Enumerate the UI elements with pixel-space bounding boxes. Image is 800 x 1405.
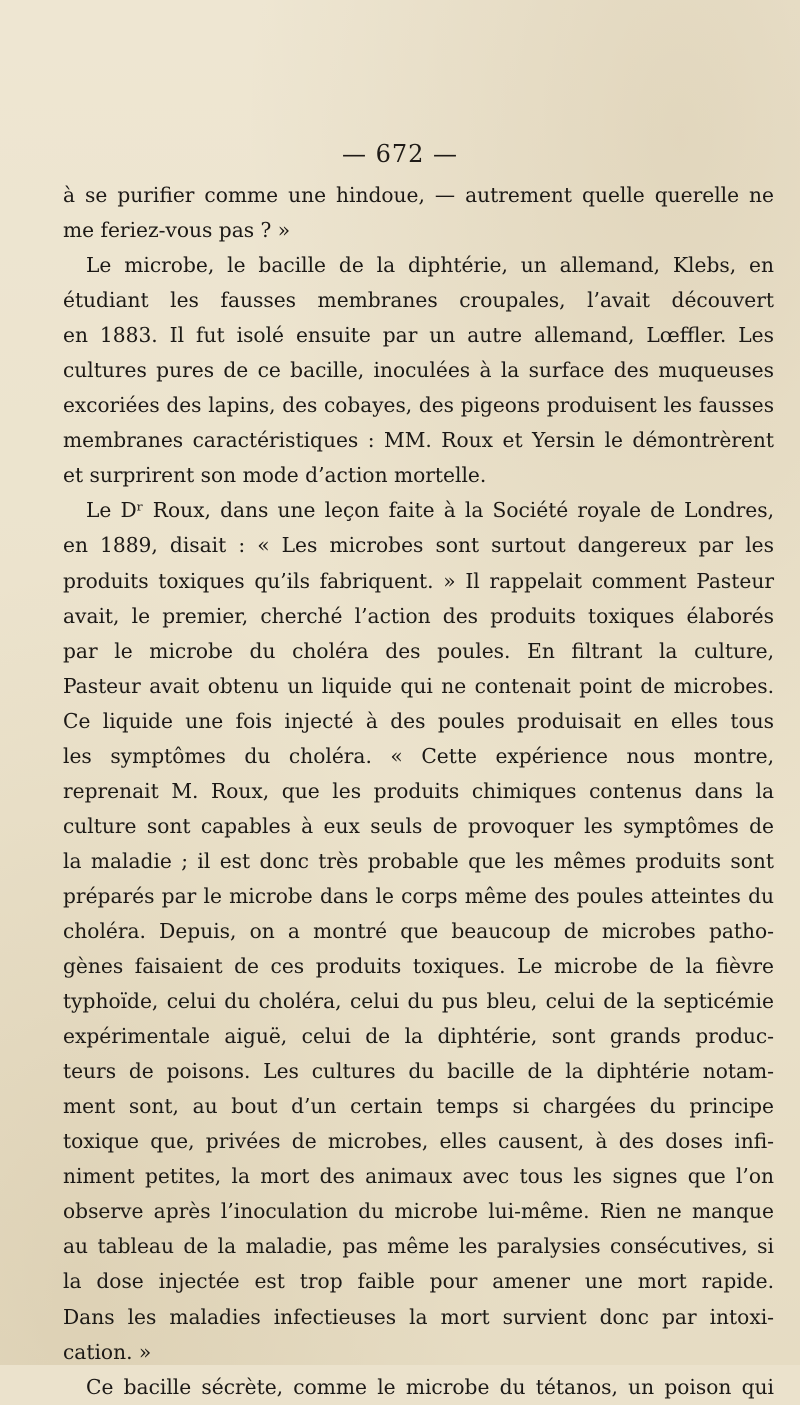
text-line: cation. »	[63, 1339, 152, 1364]
text-line: typhoïde, celui du choléra, celui du pus bleu, celui de la septicémie	[63, 989, 774, 1014]
text-line: gènes faisaient de ces produits toxiques. Le microbe de la fièvre	[63, 954, 774, 979]
text-line: ment sont, au bout d’un certain temps si chargées du principe	[63, 1094, 774, 1119]
text-line: en 1889, disait : « Les microbes sont surtout dangereux par les	[63, 533, 774, 558]
text-line: avait, le premier, cherché l’action des produits toxiques élaborés	[63, 603, 774, 628]
text-line: Dans les maladies infectieuses la mort survient donc par intoxi-	[63, 1304, 774, 1329]
body-text	[63, 178, 774, 1405]
text-line: Pasteur avait obtenu un liquide qui ne contenait point de microbes.	[63, 673, 774, 698]
text-line: excoriées des lapins, des cobayes, des pigeons produisent les fausses	[63, 393, 774, 418]
text-line: Ce liquide une fois injecté à des poules produisait en elles tous	[63, 708, 774, 733]
text-line: cultures pures de ce bacille, inoculées à la surface des muqueuses	[63, 358, 774, 383]
text-line: à se purifier comme une hindoue, — autrement quelle querelle ne	[63, 183, 774, 207]
text-line: culture sont capables à eux seuls de provoquer les symptômes de	[63, 813, 774, 838]
text-line: étudiant les fausses membranes croupales, l’avait découvert	[63, 288, 774, 313]
text-line: Le Dʳ Roux, dans une leçon faite à la Société royale de Londres,	[86, 498, 774, 523]
text-line: la maladie ; il est donc très probable que les mêmes produits sont	[63, 848, 774, 873]
page-number: — 672 —	[341, 140, 459, 168]
text-line: reprenait M. Roux, que les produits chimiques contenus dans la	[63, 778, 774, 803]
text-line: membranes caractéristiques : MM. Roux et Yersin le démontrèrent	[63, 428, 774, 453]
text-line: par le microbe du choléra des poules. En filtrant la culture,	[63, 638, 774, 663]
text-line: expérimentale aiguë, celui de la diphtérie, sont grands produc-	[63, 1024, 774, 1049]
text-line: me feriez-vous pas ? »	[63, 218, 291, 243]
text-line: teurs de poisons. Les cultures du bacille de la diphtérie notam-	[63, 1059, 774, 1084]
text-line: observe après l’inoculation du microbe lui-même. Rien ne manque	[63, 1199, 774, 1224]
text-line: les symptômes du choléra. « Cette expérience nous montre,	[63, 743, 774, 768]
text-line: préparés par le microbe dans le corps même des poules atteintes du	[63, 883, 774, 908]
text-line: la dose injectée est trop faible pour amener une mort rapide.	[63, 1269, 774, 1294]
text-line: au tableau de la maladie, pas même les paralysies consécutives, si	[63, 1234, 774, 1259]
text-line: et surprirent son mode d’action mortelle.	[63, 463, 487, 488]
text-line: niment petites, la mort des animaux avec tous les signes que l’on	[63, 1164, 774, 1189]
text-line: choléra. Depuis, on a montré que beaucoup de microbes patho-	[63, 918, 774, 943]
text-line: produits toxiques qu’ils fabriquent. » Il rappelait comment Pasteur	[63, 568, 774, 593]
text-line: Ce bacille sécrète, comme le microbe du tétanos, un poison qui	[86, 1374, 774, 1399]
text-line: toxique que, privées de microbes, elles causent, à des doses infi-	[63, 1129, 774, 1154]
text-line: Le microbe, le bacille de la diphtérie, un allemand, Klebs, en	[86, 253, 774, 278]
text-line: en 1883. Il fut isolé ensuite par un autre allemand, Lœffler. Les	[63, 323, 774, 348]
